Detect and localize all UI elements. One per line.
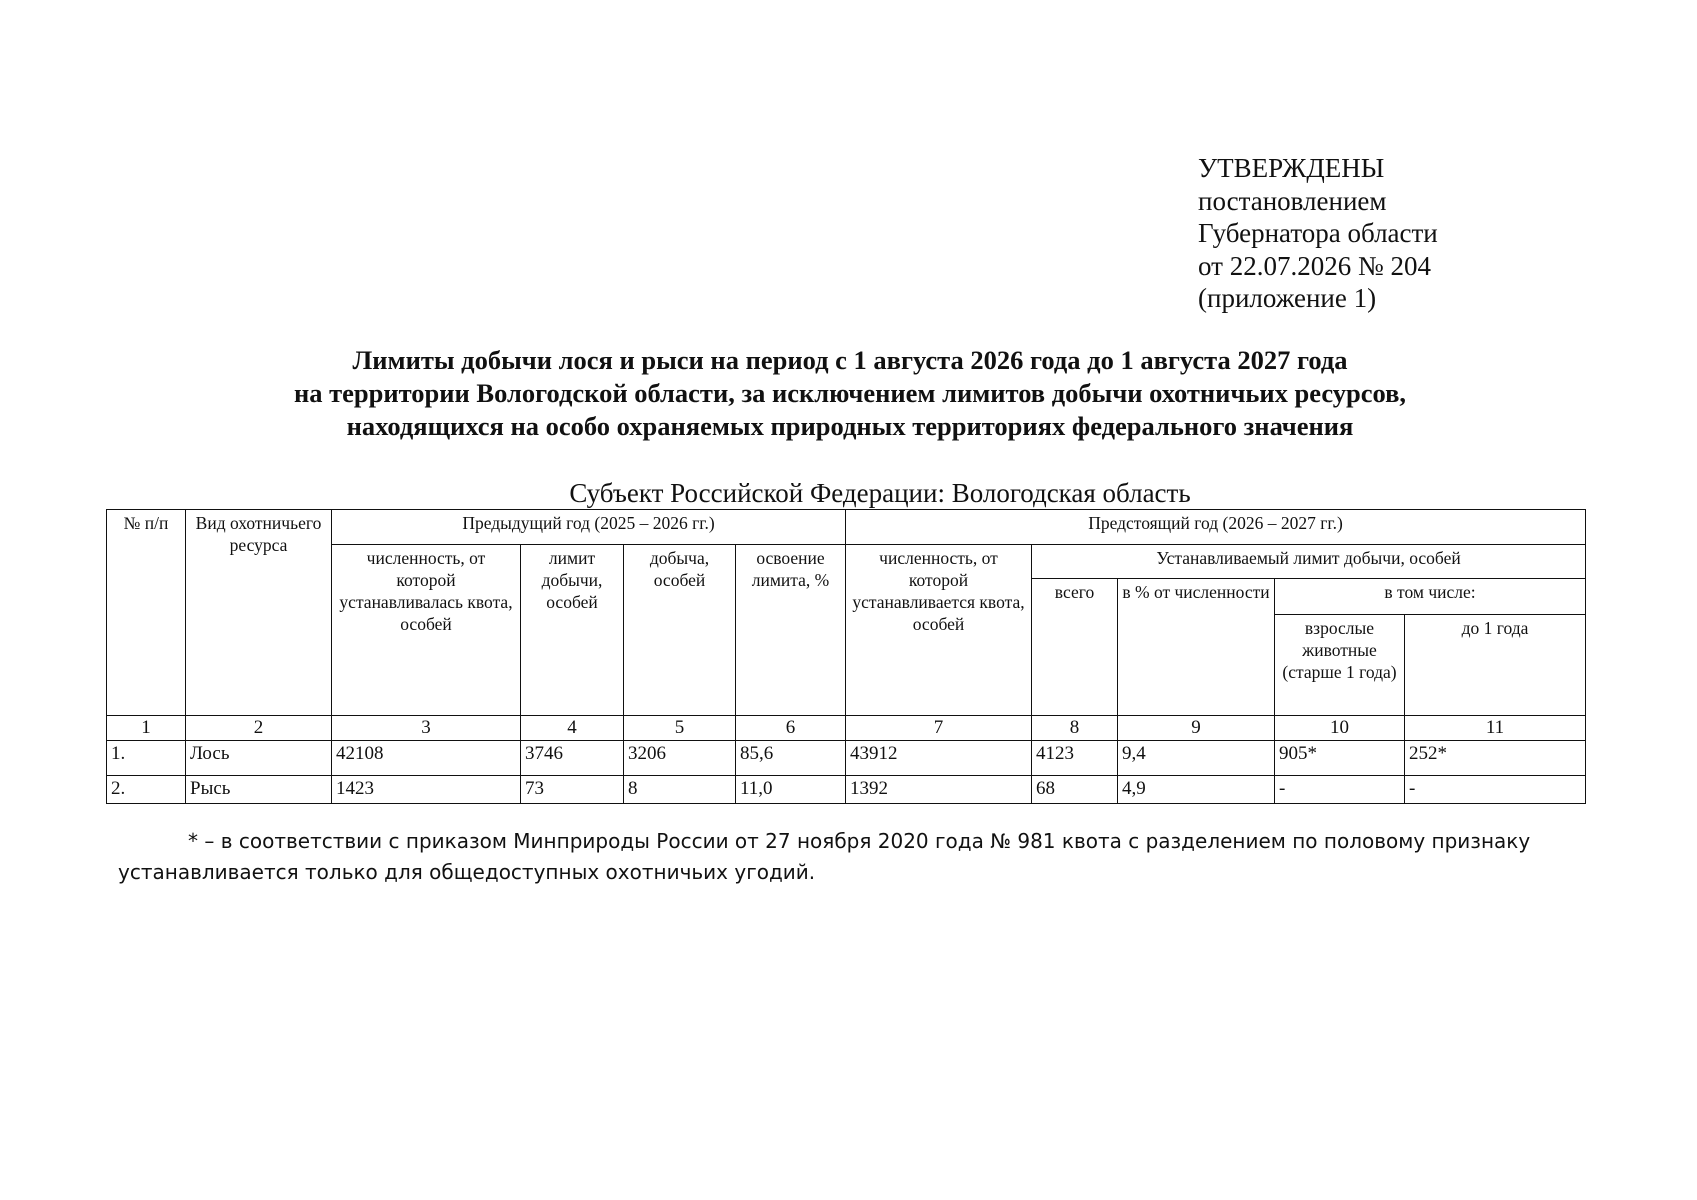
approval-line: Губернатора области	[1198, 218, 1438, 248]
header-prev-limit: лимит добычи, особей	[521, 545, 624, 716]
column-number: 7	[846, 716, 1032, 741]
column-number: 11	[1405, 716, 1586, 741]
header-prev-population: численность, от которой устанавливалась квота, особей	[332, 545, 521, 716]
column-number: 3	[332, 716, 521, 741]
column-number: 10	[1275, 716, 1405, 741]
cell-resource: Лось	[186, 741, 332, 776]
column-number: 4	[521, 716, 624, 741]
cell-adults: 905*	[1275, 741, 1405, 776]
header-number: № п/п	[107, 510, 186, 716]
header-including: в том числе:	[1275, 579, 1586, 615]
column-number: 8	[1032, 716, 1118, 741]
cell-prev-harvest: 3206	[624, 741, 736, 776]
cell-prev-population: 1423	[332, 776, 521, 804]
column-numbers-row	[107, 716, 1586, 741]
cell-adults: -	[1275, 776, 1405, 804]
header-prev-usage: освоение лимита, %	[736, 545, 846, 716]
approval-date-number: от 22.07.2026 № 204	[1198, 250, 1431, 281]
column-number: 1	[107, 716, 186, 741]
column-number: 5	[624, 716, 736, 741]
cell-percent: 4,9	[1118, 776, 1275, 804]
footnote	[118, 826, 1655, 888]
cell-prev-limit: 3746	[521, 741, 624, 776]
column-number: 2	[186, 716, 332, 741]
limits-table	[106, 509, 1586, 804]
approval-heading: УТВЕРЖДЕНЫ	[1198, 153, 1385, 183]
footnote-line: * – в соответствии с приказом Минприроды России от 27 ноября 2020 года № 981 квота с разделением по половому признаку	[188, 829, 1531, 853]
approval-appendix: (приложение 1)	[1198, 283, 1377, 313]
header-previous-year: Предыдущий год (2025 – 2026 гг.)	[332, 510, 846, 545]
table-row	[107, 741, 1586, 776]
document-title	[100, 344, 1600, 443]
cell-next-population: 1392	[846, 776, 1032, 804]
approval-line: постановлением	[1198, 185, 1387, 216]
title-line: на территории Вологодской области, за исключением лимитов добычи охотничьих ресурсов,	[293, 378, 1407, 408]
column-number: 6	[736, 716, 846, 741]
footnote-line: устанавливается только для общедоступных охотничьих угодий.	[118, 860, 816, 884]
header-set-limit: Устанавливаемый лимит добычи, особей	[1032, 545, 1586, 579]
cell-prev-usage: 11,0	[736, 776, 846, 804]
header-resource: Вид охотничьего ресурса	[186, 510, 332, 716]
cell-prev-population: 42108	[332, 741, 521, 776]
subject-caption: Субъект Российской Федерации: Вологодская область	[569, 478, 1191, 508]
approval-stamp	[1198, 152, 1618, 315]
title-line: находящихся на особо охраняемых природных территориях федерального значения	[346, 411, 1354, 441]
cell-percent: 9,4	[1118, 741, 1275, 776]
cell-number: 1.	[107, 741, 186, 776]
header-prev-harvest: добыча, особей	[624, 545, 736, 716]
cell-under-one: -	[1405, 776, 1586, 804]
cell-total: 4123	[1032, 741, 1118, 776]
title-line: Лимиты добычи лося и рыси на период с 1 августа 2026 года до 1 августа 2027 года	[352, 345, 1348, 375]
column-number: 9	[1118, 716, 1275, 741]
cell-prev-limit: 73	[521, 776, 624, 804]
cell-total: 68	[1032, 776, 1118, 804]
header-under-one: до 1 года	[1405, 615, 1586, 716]
cell-prev-harvest: 8	[624, 776, 736, 804]
header-next-year: Предстоящий год (2026 – 2027 гг.)	[846, 510, 1586, 545]
cell-prev-usage: 85,6	[736, 741, 846, 776]
cell-under-one: 252*	[1405, 741, 1586, 776]
table-row	[107, 776, 1586, 804]
cell-next-population: 43912	[846, 741, 1032, 776]
cell-number: 2.	[107, 776, 186, 804]
header-next-population: численность, от которой устанавливается квота, особей	[846, 545, 1032, 716]
header-total: всего	[1032, 579, 1118, 716]
header-adults: взрослые животные (старше 1 года)	[1275, 615, 1405, 716]
header-percent: в % от численности	[1118, 579, 1275, 716]
cell-resource: Рысь	[186, 776, 332, 804]
